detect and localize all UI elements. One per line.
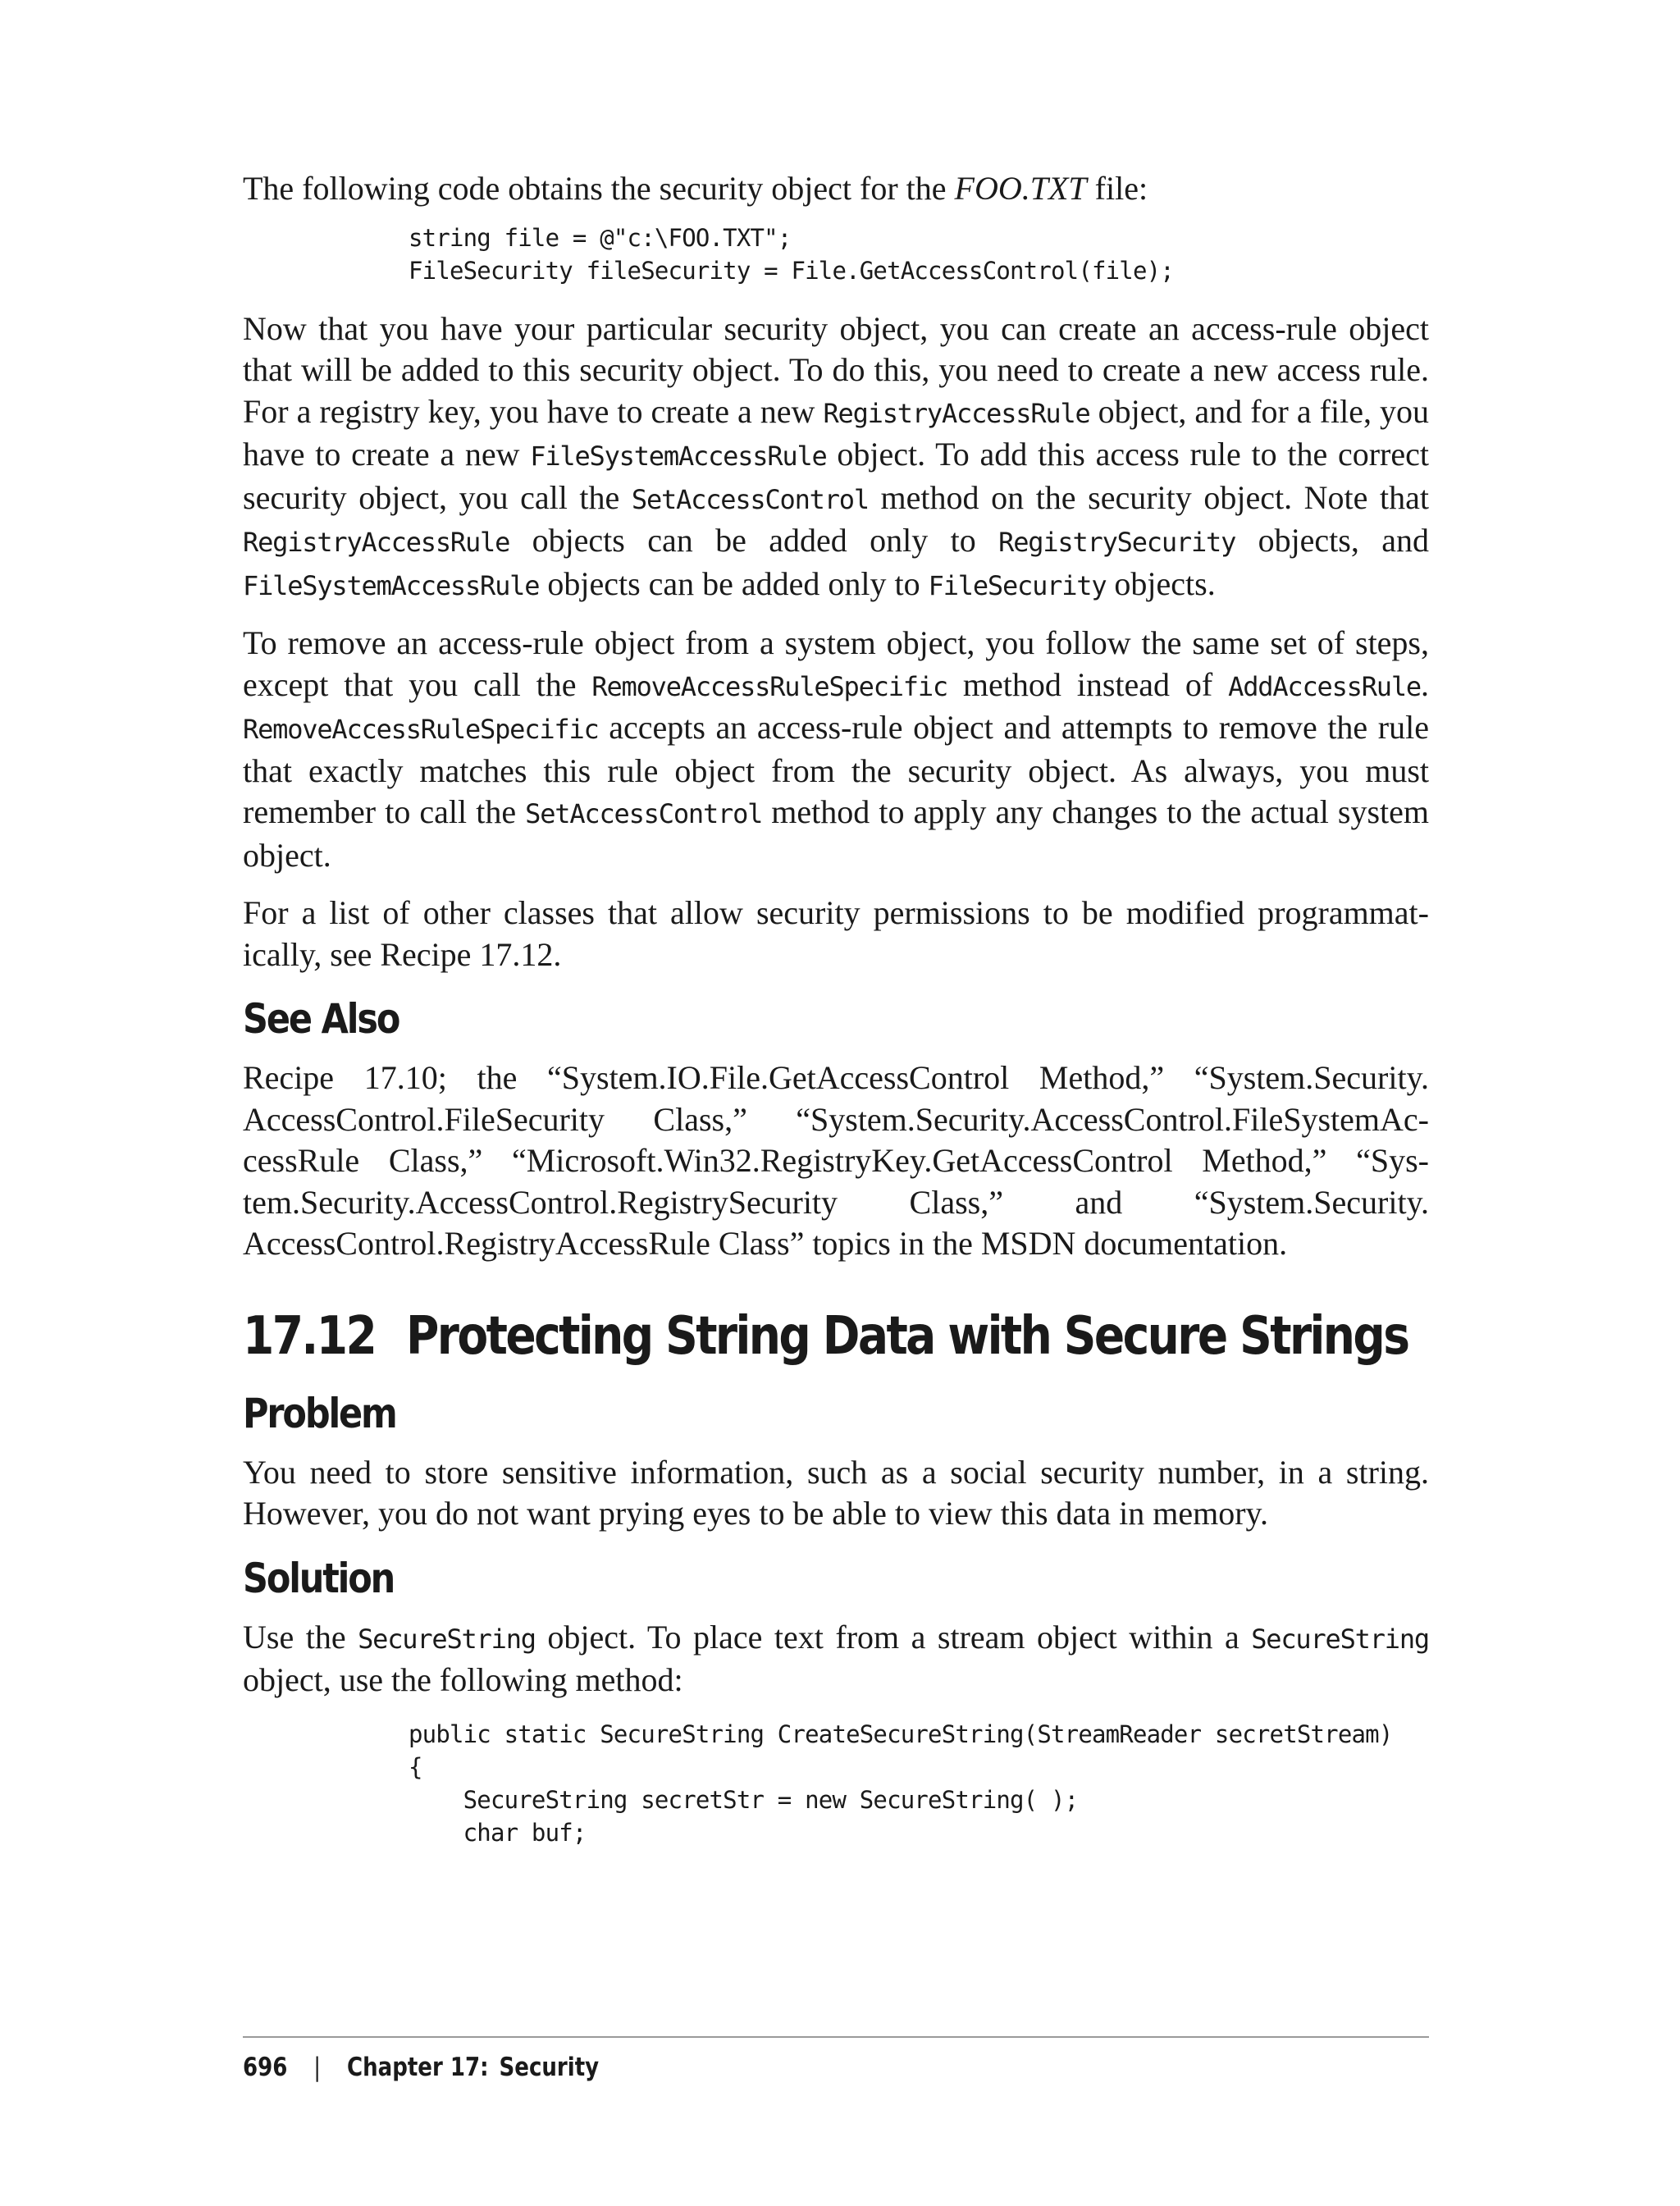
inline-code: RegistryAccessRule bbox=[243, 527, 510, 558]
text-run: object, and for a file, you have to create a new bbox=[243, 392, 1429, 473]
text-run: objects can be added only to bbox=[539, 564, 929, 602]
code-line: string file = @"c:\FOO.TXT"; bbox=[409, 223, 792, 252]
other-classes-paragraph: For a list of other classes that allow security permissions to be modified programmatically, see Recipe 17.12. bbox=[243, 894, 1429, 973]
text-run: objects. bbox=[1106, 564, 1216, 602]
chapter-label: Chapter 17: Security bbox=[346, 2053, 600, 2082]
intro-text: The following code obtains the security object for the bbox=[243, 170, 955, 207]
remove-rule-paragraph bbox=[243, 623, 1429, 876]
inline-code: SetAccessControl bbox=[631, 483, 869, 515]
see-also-heading: See Also bbox=[243, 995, 399, 1043]
section-title: Protecting String Data with Secure Strings bbox=[406, 1305, 1408, 1367]
text-run: . bbox=[1421, 665, 1429, 703]
inline-code: RemoveAccessRuleSpecific bbox=[591, 670, 947, 702]
text-run: objects can be added only to bbox=[509, 522, 999, 559]
inline-code: AddAccessRule bbox=[1228, 670, 1421, 702]
intro-text-end: file: bbox=[1086, 170, 1148, 207]
text-run: object, use the following method: bbox=[243, 1661, 683, 1698]
text-run: method instead of bbox=[947, 665, 1229, 703]
inline-code: RegistryAccessRule bbox=[823, 397, 1090, 429]
solution-heading: Solution bbox=[243, 1554, 395, 1602]
code-line: FileSecurity fileSecurity = File.GetAccessControl(file); bbox=[409, 256, 1174, 285]
inline-code: FileSecurity bbox=[928, 569, 1107, 601]
text-run: method to apply any changes to the actual system object. bbox=[243, 793, 1430, 874]
intro-filename: FOO.TXT bbox=[954, 170, 1087, 207]
code-line: SecureString secretStr = new SecureString( ); bbox=[409, 1785, 1079, 1814]
page-number: 696 bbox=[243, 2053, 288, 2082]
code-line: { bbox=[409, 1752, 422, 1781]
inline-code: FileSystemAccessRule bbox=[243, 569, 540, 601]
page-footer bbox=[243, 2036, 1429, 2082]
section-number: 17.12 bbox=[243, 1305, 376, 1367]
code-block-secure-string bbox=[243, 1718, 1429, 1849]
text-run: To remove an access-rule object from a system object, you follow the same set of steps, except that you call the bbox=[243, 624, 1429, 703]
text-run: accepts an access-rule object and attempts to remove the rule that exactly matches this rule object from the security object. As always, you must remember to call the bbox=[243, 709, 1429, 830]
code-block-file-security bbox=[243, 222, 1429, 287]
solution-paragraph bbox=[243, 1617, 1429, 1701]
inline-code: SecureString bbox=[1251, 1623, 1429, 1655]
text-run: method on the security object. Note that bbox=[868, 478, 1429, 516]
intro-paragraph bbox=[243, 168, 1429, 210]
access-rule-paragraph bbox=[243, 308, 1429, 607]
section-heading bbox=[243, 1301, 1408, 1372]
problem-heading: Problem bbox=[243, 1389, 396, 1437]
inline-code: SecureString bbox=[358, 1623, 536, 1655]
footer-content bbox=[243, 2053, 599, 2082]
footer-separator: | bbox=[313, 2053, 322, 2082]
code-line: public static SecureString CreateSecureString(StreamReader secretStream) bbox=[409, 1720, 1393, 1748]
text-run: object. To add this access rule to the correct security object, you call the bbox=[243, 436, 1430, 516]
inline-code: RemoveAccessRuleSpecific bbox=[243, 714, 599, 745]
text-run: Use the bbox=[243, 1618, 358, 1656]
text-run: Now that you have your particular security object, you can create an access-rule object that will be added to this security object. To do this, you need to create a new access rule. For a registry key, you have to create a new bbox=[243, 309, 1429, 430]
text-run: objects, and bbox=[1235, 522, 1429, 559]
page-content bbox=[243, 168, 1429, 1870]
code-line: char buf; bbox=[409, 1818, 587, 1847]
inline-code: RegistrySecurity bbox=[998, 527, 1236, 558]
text-run: object. To place text from a stream object within a bbox=[535, 1618, 1252, 1656]
inline-code: SetAccessControl bbox=[525, 798, 763, 829]
problem-paragraph: You need to store sensitive information, such as a social security number, in a string. However, you do not want prying eyes to be able to view this data in memory. bbox=[243, 1453, 1429, 1532]
inline-code: FileSystemAccessRule bbox=[530, 441, 827, 472]
see-also-paragraph: Recipe 17.10; the “System.IO.File.GetAccessControl Method,” “System.Security.​AccessControl.FileSecurity Class,” “System.Security.AccessControl.FileSystemAccessRule Class,” “Microsoft.Win32.RegistryKey.GetAccessControl Method,” “System.Security.AccessControl.RegistrySecurity Class,” and “System.Security.​AccessControl.RegistryAccessRule Class” topics in the MSDN documentation. bbox=[243, 1059, 1429, 1262]
